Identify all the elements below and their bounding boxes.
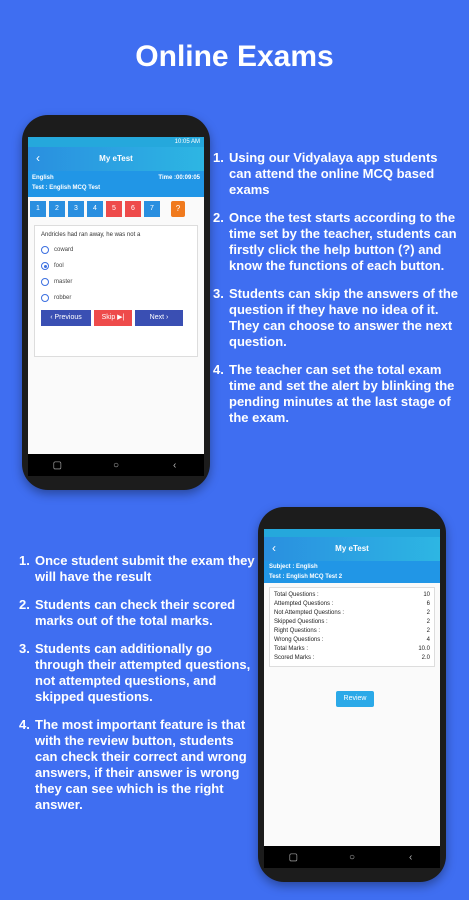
option-label: robber (54, 295, 72, 301)
subject-label: Subject : English (269, 564, 318, 570)
item-number: 2. (213, 210, 224, 225)
subject-label: English (32, 175, 54, 181)
row-label: Total Questions : (274, 592, 319, 598)
row-value: 10 (423, 592, 430, 598)
navigation-buttons (41, 310, 191, 326)
table-row (274, 600, 430, 609)
list-item (19, 597, 259, 629)
test-name: Test : English MCQ Test (32, 185, 101, 191)
question-number-button[interactable]: 1 (30, 201, 46, 217)
result-phone (258, 507, 446, 882)
help-button[interactable]: ? (171, 201, 185, 217)
item-number: 3. (19, 641, 30, 656)
list-item (19, 717, 259, 813)
android-nav-bar (264, 846, 440, 868)
review-button[interactable]: Review (336, 691, 374, 707)
circle-home-icon[interactable]: ○ (112, 459, 119, 471)
option-label: master (54, 279, 73, 285)
row-label: Scored Marks : (274, 655, 315, 661)
item-number: 4. (213, 362, 224, 377)
row-label: Right Questions : (274, 628, 321, 634)
row-value: 2 (426, 628, 430, 634)
item-text: Students can additionally go through their attempted questions, not attempted questions, and skipped questions. (35, 641, 251, 704)
row-value: 2 (426, 619, 430, 625)
option-master[interactable] (41, 278, 191, 286)
item-number: 2. (19, 597, 30, 612)
item-text: The teacher can set the total exam time and set the alert by blinking the pending minutes at the last stage of the exam. (229, 362, 455, 425)
row-value: 6 (426, 601, 430, 607)
question-number-button[interactable]: 5 (106, 201, 122, 217)
row-label: Total Marks : (274, 646, 309, 652)
back-icon[interactable]: ‹ (272, 541, 276, 555)
app-bar (28, 147, 204, 171)
item-number: 3. (213, 286, 224, 301)
question-number-button[interactable]: 3 (68, 201, 84, 217)
item-text: Students can skip the answers of the question if they have no idea of it. They can choose to answer the next question. (229, 286, 458, 349)
row-value: 2 (426, 610, 430, 616)
exam-phone (22, 115, 210, 490)
item-text: Once the test starts according to the time set by the teacher, students can firstly click the help button (?) and know the functions of each button. (229, 210, 457, 273)
result-info (264, 561, 440, 583)
square-recent-icon[interactable]: ▢ (52, 459, 63, 471)
table-row (274, 636, 430, 645)
test-name: Test : English MCQ Test 2 (269, 574, 343, 580)
list-item (213, 286, 463, 350)
row-label: Wrong Questions : (274, 637, 324, 643)
triangle-back-icon[interactable]: ‹ (408, 851, 413, 863)
row-label: Not Attempted Questions : (274, 610, 345, 616)
list-item (213, 362, 463, 426)
list-item (213, 150, 463, 198)
table-row (274, 609, 430, 618)
question-number-button[interactable]: 2 (49, 201, 65, 217)
features-list-result (19, 553, 259, 825)
result-table (269, 587, 435, 667)
row-label: Attempted Questions : (274, 601, 334, 607)
table-row (274, 627, 430, 636)
row-value: 2.0 (421, 655, 430, 661)
question-number-button[interactable]: 4 (87, 201, 103, 217)
radio-icon[interactable] (41, 278, 49, 286)
row-value: 10.0 (418, 646, 430, 652)
item-text: Using our Vidyalaya app students can attend the online MCQ based exams (229, 150, 438, 197)
list-item (213, 210, 463, 274)
option-robber[interactable] (41, 294, 191, 302)
question-number-button[interactable]: 7 (144, 201, 160, 217)
table-row (274, 591, 430, 600)
option-label: fool (54, 263, 64, 269)
table-row (274, 645, 430, 654)
option-fool[interactable] (41, 262, 191, 270)
question-number-bar (28, 197, 204, 221)
row-label: Skipped Questions : (274, 619, 328, 625)
row-value: 4 (426, 637, 430, 643)
item-number: 1. (19, 553, 30, 568)
previous-button[interactable]: ‹ Previous (41, 310, 91, 326)
option-label: coward (54, 247, 74, 253)
question-number-button[interactable]: 6 (125, 201, 141, 217)
exam-info (28, 171, 204, 197)
android-nav-bar (28, 454, 204, 476)
radio-icon[interactable] (41, 294, 49, 302)
radio-selected-icon[interactable] (41, 262, 49, 270)
list-item (19, 641, 259, 705)
item-number: 1. (213, 150, 224, 165)
question-card (34, 225, 198, 357)
next-button[interactable]: Next › (135, 310, 183, 326)
skip-button[interactable]: Skip ▶| (94, 310, 132, 326)
list-item (19, 553, 259, 585)
radio-icon[interactable] (41, 246, 49, 254)
item-text: Once student submit the exam they will have the result (35, 553, 255, 584)
status-bar: 10:05 AM (28, 137, 204, 147)
question-text: Andricles had ran away, he was not a (41, 232, 141, 238)
square-recent-icon[interactable]: ▢ (288, 851, 299, 863)
triangle-back-icon[interactable]: ‹ (172, 459, 177, 471)
option-coward[interactable] (41, 246, 191, 254)
page-title: Online Exams (135, 40, 334, 73)
back-icon[interactable]: ‹ (36, 151, 40, 165)
app-title: My eTest (335, 544, 369, 553)
exam-screen (28, 137, 204, 454)
circle-home-icon[interactable]: ○ (348, 851, 355, 863)
result-screen (264, 529, 440, 846)
table-row (274, 618, 430, 627)
timer-label: Time :00:09:05 (158, 175, 200, 181)
features-list-exam (213, 150, 463, 438)
app-bar (264, 537, 440, 561)
item-text: Students can check their scored marks out of the total marks. (35, 597, 236, 628)
status-bar (264, 529, 440, 537)
app-title: My eTest (99, 154, 133, 163)
table-row (274, 654, 430, 663)
item-text: The most important feature is that with the review button, students can check their correct and wrong answers, if their answer is wrong they can see which is the right answer. (35, 717, 247, 812)
item-number: 4. (19, 717, 30, 732)
